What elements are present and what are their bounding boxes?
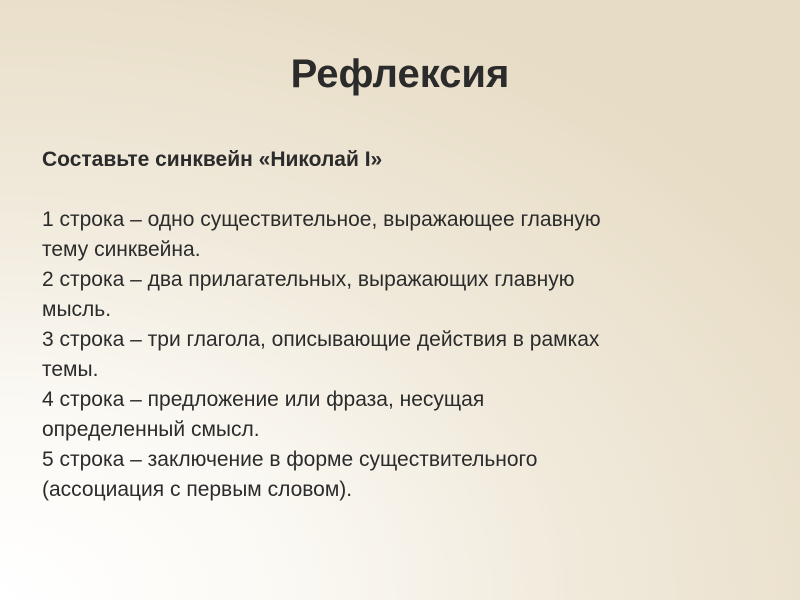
instruction-line-2: 2 строка – два прилагательных, выражающих главную xyxy=(42,268,575,291)
slide-content xyxy=(42,145,762,505)
instruction-line-5-cont: (ассоциация с первым словом). xyxy=(42,478,353,501)
instruction-line-4: 4 строка – предложение или фраза, несущая xyxy=(42,388,485,411)
slide-title: Рефлексия xyxy=(290,52,510,96)
instruction-line-2-cont: мысль. xyxy=(42,298,112,321)
instruction-line-3-cont: темы. xyxy=(42,358,99,381)
instruction-line-1-cont: тему синквейна. xyxy=(42,238,201,261)
instruction-line-1: 1 строка – одно существительное, выражающее главную xyxy=(42,208,601,231)
instruction-line-4-cont: определенный смысл. xyxy=(42,418,260,441)
spacer xyxy=(42,175,762,205)
instruction-line-3: 3 строка – три глагола, описывающие действия в рамках xyxy=(42,328,600,351)
task-heading: Составьте синквейн «Николай I» xyxy=(42,148,383,171)
instruction-line-5: 5 строка – заключение в форме существительного xyxy=(42,448,538,471)
